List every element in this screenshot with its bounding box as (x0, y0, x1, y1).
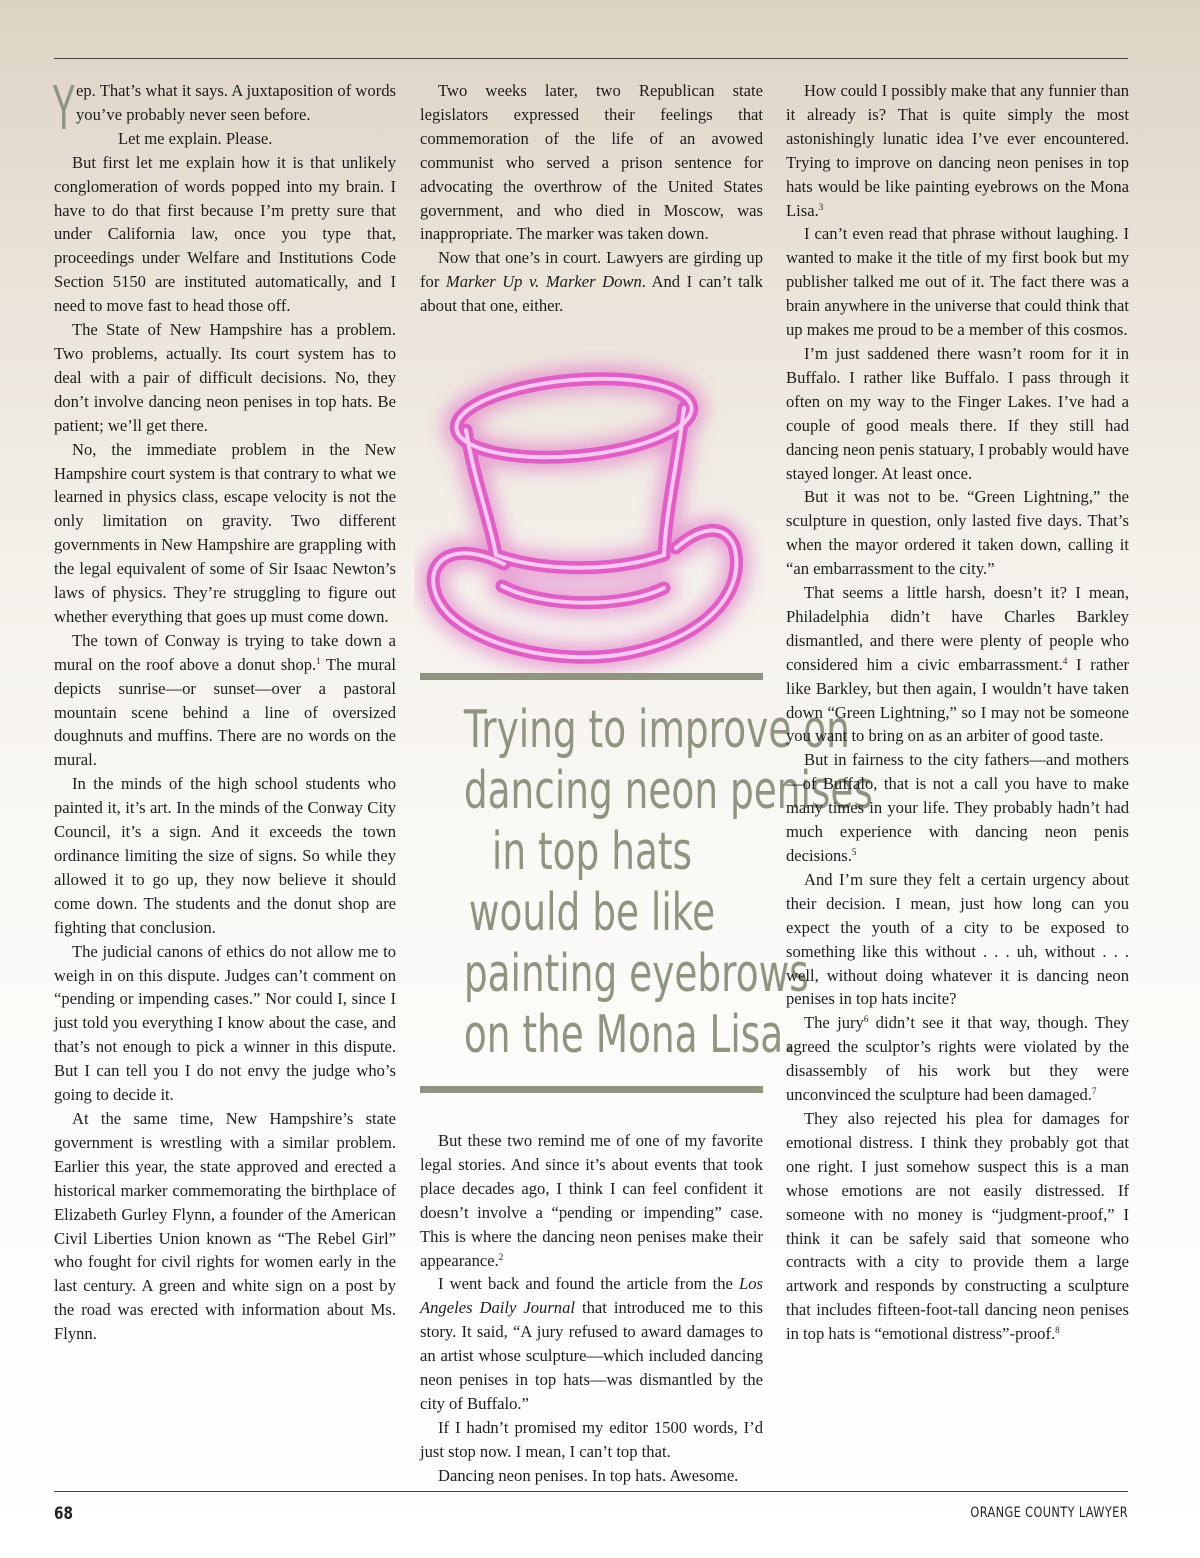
pullquote-rule-bottom (420, 1086, 763, 1093)
paragraph: At the same time, New Hampshire’s state government is wrestling with a similar problem. Earlier this year, the state approved and erected a historical marker commemorating the birthplace of Elizabeth Gurley Flynn, a founder of the American Civil Liberties Union known as “The Rebel Girl” who fought for civil rights for women early in the last century. A green and white sign on a post by the road was erected with information about Ms. Flynn. (54, 1108, 396, 1344)
header-rule (54, 58, 1128, 59)
publication-title: ORANGE COUNTY LAWYER (970, 1505, 1128, 1521)
paragraph: Yep. That’s what it says. A juxtaposition of words you’ve probably never seen before. (52, 71, 396, 143)
pullquote-line: painting eyebrows (463, 944, 809, 1004)
pullquote-line: in top hats (491, 822, 693, 882)
footnote-ref: 7 (1091, 1086, 1097, 1097)
paragraph: And I’m sure they felt a certain urgency about their decision. I mean, just how long can you expect the youth of a city to be exposed to something like this without . . . uh, without . . . well, without doing whatever it is dancing neon penises in top hats incite? (786, 869, 1129, 1009)
paragraph: Let me explain. Please. (118, 128, 273, 148)
footnote-ref: 3 (818, 201, 824, 212)
paragraph: But it was not to be. “Green Lightning,” the sculpture in question, only lasted five days. That’s when the mayor ordered it taken down, calling it “an embarrassment to the city.” (786, 487, 1129, 579)
pullquote-line: dancing neon penises (463, 761, 873, 821)
paragraph: That seems a little harsh, doesn’t it? I mean, Philadelphia didn’t have Charles Barkley dismantled, and there were plenty of people who considered him a civic embarrassment.$^4$ I rather like Barkley, but then again, I wouldn’t have taken down “Green Lightning,” so I may not be someone you want to bring on as an arbiter of good taste. (786, 583, 1130, 746)
article-column-3 (786, 79, 1129, 1346)
paragraph: Now that one’s in court. Lawyers are girding up for Marker Up v. Marker Down. And I can’t talk about that one, either. (420, 248, 763, 316)
paragraph: In the minds of the high school students who painted it, it’s art. In the minds of the Conway City Council, it’s a sign. And it exceeds the town ordinance limiting the size of signs. So while they allowed it to go up, they now believe it should come down. The students and the donut shop are fighting that conclusion. (54, 774, 396, 937)
paragraph: The judicial canons of ethics do not allow me to weigh in on this dispute. Judges can’t comment on “pending or impending cases.” Nor could I, since I just told you everything I know about the case, and that’s not enough to pick a winner in this dispute. But I can tell you I do not envy the judge who’s going to decide it. (54, 941, 396, 1105)
neon-top-hat-icon (414, 350, 770, 680)
pullquote (414, 700, 873, 1066)
footnote-ref: 1 (316, 655, 321, 666)
paragraph: They also rejected his plea for damages for emotional distress. I think they probably got that one right. I just somehow suspect this is a man whose emotions are not easily distressed. If someone with no money is “judgment-proof,” I think it can be safely said that someone who contracts with a city to provide them a large artwork and responds by constructing a sculpture that includes fifteen-foot-tall dancing neon penises in top hats is “emotional distress”-proof.$^8$ (786, 1108, 1129, 1344)
paragraph: The town of Conway is trying to take down a mural on the roof above a donut shop.$^1$ The mural depicts sunrise—or sunset—over a pastoral mountain scene behind a line of oversized doughnuts and muffins. There are no words on the mural. (54, 630, 396, 770)
footnote-ref: 2 (498, 1251, 504, 1262)
paragraph: No, the immediate problem in the New Hampshire court system is that contrary to what we learned in physics class, escape velocity is not the only limitation on gravity. Two different governments in New Hampshire are grappling with the legal equivalent of some of Sir Isaac Newton’s laws of physics. They’re struggling to figure out whether everything that goes up must come down. (54, 439, 396, 626)
pullquote-line: would be like (468, 883, 716, 943)
footnote-ref: 6 (863, 1014, 869, 1025)
footnote-ref: 4 (1062, 655, 1068, 666)
publication-name: Los Angeles Daily Journal (420, 1274, 763, 1318)
pullquote-rule-top (420, 673, 763, 680)
footnote-ref: 8 (1055, 1325, 1060, 1336)
footnote-ref: 5 (851, 847, 857, 857)
paragraph: But these two remind me of one of my favorite legal stories. And since it’s about events that took place decades ago, I think I can feel confident it doesn’t involve a “pending or impending” case. This is where the dancing neon penises make their appearance.$^2$ (420, 1131, 763, 1270)
drop-cap: Y (52, 71, 76, 143)
article-column-2-bottom (420, 1129, 763, 1488)
paragraph: How could I possibly make that any funnier than it already is? That is quite simply the most astonishingly lunatic idea I’ve ever encountered. Trying to improve on dancing neon penises in top hats would be like painting eyebrows on the Mona Lisa.$^3$ (786, 81, 1129, 220)
paragraph: The jury$^6$ didn’t see it that way, though. They agreed the sculptor’s rights were violated by the disassembly of his work but they were unconvinced the sculpture had been damaged.$^7$ (786, 1013, 1129, 1105)
case-name: Marker Up v. Marker Down (445, 272, 642, 292)
footer-rule (54, 1491, 1128, 1492)
pullquote-line: Trying to improve on (463, 700, 850, 760)
paragraph: If I hadn’t promised my editor 1500 words, I’d just stop now. I mean, I can’t top that. (420, 1417, 763, 1461)
paragraph: I can’t even read that phrase without laughing. I wanted to make it the title of my first book but my publisher talked me out of it. The fact there was a brain anywhere in the universe that could think that up makes me proud to be a member of this cosmos. (786, 224, 1129, 340)
paragraph: The State of New Hampshire has a problem. Two problems, actually. Its court system has to deal with a pair of difficult decisions. No, they don’t involve dancing neon penises in top hats. Be patient; we’ll get there. (54, 320, 396, 435)
paragraph: Dancing neon penises. In top hats. Awesome. (438, 1465, 739, 1485)
paragraph: But in fairness to the city fathers—and mothers—of Buffalo, that is not a call you have to make many times in your life. They probably hadn’t had much experience with dancing neon penis decisions.$^5$ (786, 750, 1129, 865)
page-number: 68 (54, 1504, 73, 1524)
article-column-1 (52, 71, 396, 1346)
article-column-2-top (420, 79, 763, 318)
paragraph: But first let me explain how it is that unlikely conglomeration of words popped into my brain. I have to do that first because I’m pretty sure that under California law, once you type that, proceedings under Welfare and Institutions Code Section 5150 are instituted automatically, and I need to move fast to head those off. (54, 152, 396, 316)
paragraph: Two weeks later, two Republican state legislators expressed their feelings that commemoration of the life of an avowed communist who served a prison sentence for advocating the overthrow of the United States government, and who died in Moscow, was inappropriate. The marker was taken down. (420, 81, 763, 244)
pullquote-line: on the Mona Lisa. (463, 1005, 796, 1065)
paragraph: I went back and found the article from the Los Angeles Daily Journal that introduced me to this story. It said, “A jury refused to award damages to an artist whose sculpture—which included dancing neon penises in top hats—was dismantled by the city of Buffalo.” (420, 1274, 763, 1413)
paragraph: I’m just saddened there wasn’t room for it in Buffalo. I rather like Buffalo. I pass through it often on my way to the Finger Lakes. I’ve had a couple of good meals there. If they still had dancing neon penis statuary, I probably would have stayed longer. At least once. (786, 343, 1129, 483)
